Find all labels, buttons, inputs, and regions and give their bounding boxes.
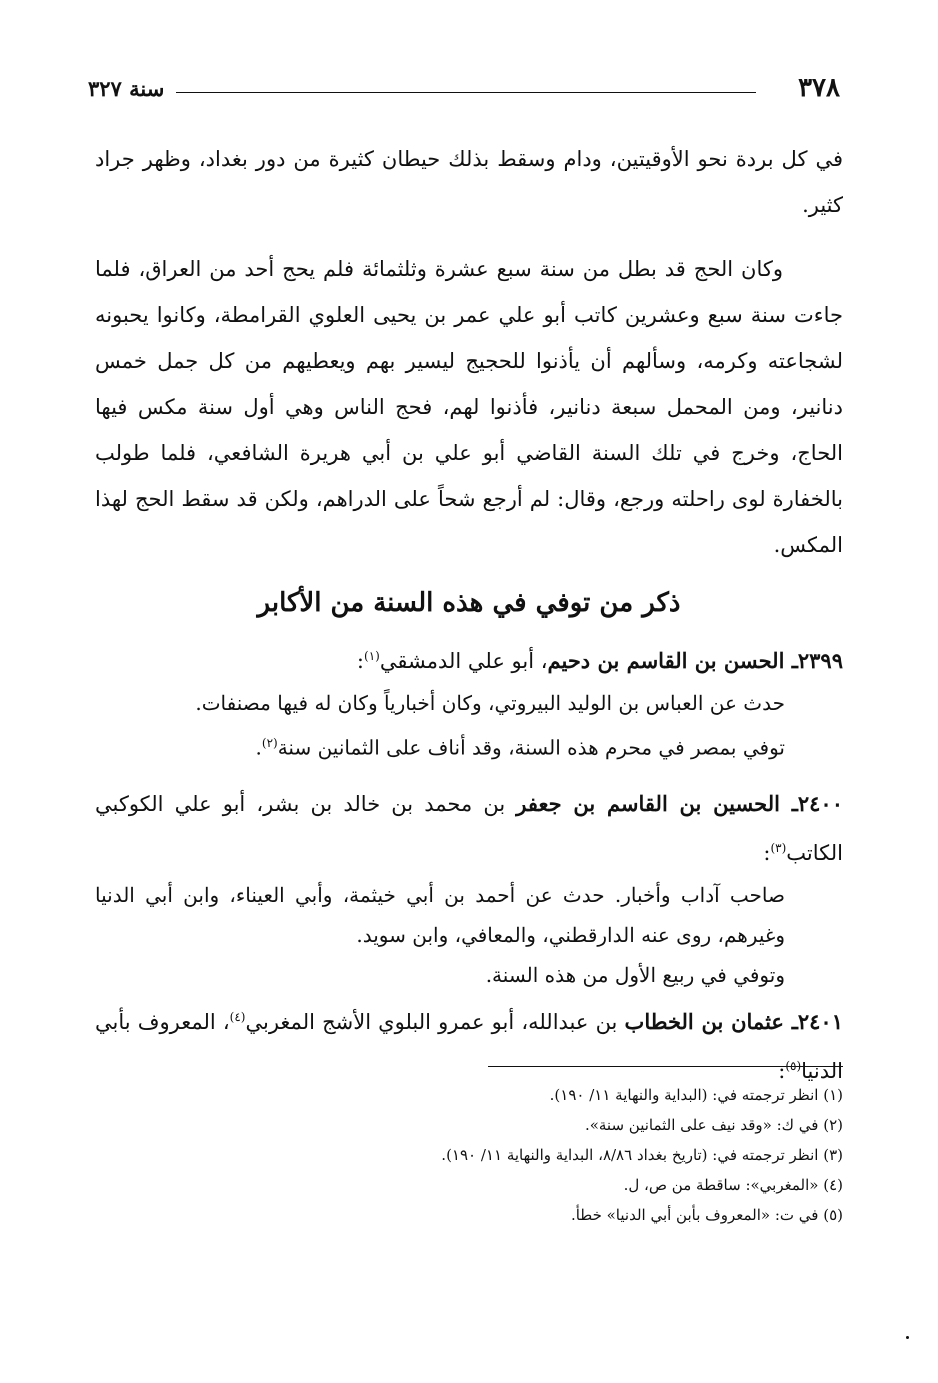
entry-punctuation: :: [778, 1058, 786, 1083]
paragraph: [95, 136, 843, 228]
footnote: (١) انظر ترجمته في: (البداية والنهاية ١١/ ١٩٠).: [549, 1086, 843, 1104]
running-head: سنة ٣٢٧: [88, 76, 165, 101]
footnote-marker: (٥): [785, 1058, 802, 1073]
entry-text-line: توفي بمصر في محرم هذه السنة، وقد أناف على الثمانين سنة: [277, 735, 785, 760]
entry-text: صاحب آداب وأخبار. حدث عن أحمد بن أبي خيثمة، وأبي العيناء، وابن أبي الدنيا وغيرهم، روى عنه الدارقطني، والمعافي، وابن سويد.: [95, 882, 785, 947]
entry-punctuation: :: [763, 840, 771, 865]
footnote-marker: (١): [364, 649, 380, 663]
entry-name: ـ الحسن بن القاسم بن دحيم: [547, 648, 798, 673]
entry-punctuation: .: [255, 735, 262, 760]
section-heading: ذكر من توفي في هذه السنة من الأكابر: [257, 588, 681, 618]
page-number: ٣٧٨: [798, 73, 840, 103]
entry-text: حدث عن العباس بن الوليد البيروتي، وكان أخبارياً وكان له فيها مصنفات.: [195, 691, 785, 715]
footnote: (٥) في ت: «المعروف بأبن أبي الدنيا» خطأ.: [570, 1206, 843, 1224]
footnote: (٢) في ك: «وقد نيف على الثمانين سنة».: [584, 1116, 843, 1134]
entry-number: ٢٣٩٩: [797, 648, 843, 673]
footnote-rule: [488, 1066, 843, 1067]
biography-entry-heading: [95, 634, 843, 683]
entry-name-rest: بن عبدالله، أبو عمرو البلوي الأشج المغربي: [245, 1009, 625, 1034]
biography-entry-heading: [95, 782, 843, 875]
page-header: [88, 70, 840, 106]
print-speck: [906, 1336, 909, 1339]
entry-name: ـ الحسين بن القاسم بن جعفر: [516, 790, 798, 816]
footnote-marker: (٢): [261, 736, 278, 750]
biography-entry-heading: [95, 995, 843, 1093]
entry-number: ٢٤٠١: [797, 1008, 843, 1034]
entry-name-rest: ، أبو علي الدمشقي: [379, 649, 548, 673]
footnote-marker: (٣): [770, 840, 787, 855]
footnote-marker: (٤): [229, 1009, 246, 1024]
entry-text: وتوفي في ربيع الأول من هذه السنة.: [485, 962, 785, 987]
paragraph: وكان الحج قد بطل من سنة سبع عشرة وثلثمائة فلم يحج أحد من العراق، فلما جاءت سنة سبع وعشرين كاتب أبو علي عمر بن يحيى العلوي القرامطة، وكانوا يحبونه لشجاعته وكرمه، وسألهم أن يأذنوا للحجيج ليسير بهم ويعطيهم من كل جمل خمس دنانير، ومن المحمل سبعة دنانير، فأذنوا لهم، فحج الناس وهي أول سنة مكس فيها الحاج، وخرج في تلك السنة القاضي أبو علي بن أبي هريرة الشافعي، فلما طولب بالخفارة لوى راحلته ورجع، وقال: لم أرجع شحاً على الدراهم، ولكن قد سقط الحج لهذا المكس.: [95, 257, 843, 557]
entry-number: ٢٤٠٠: [797, 790, 843, 816]
entry-punctuation: :: [356, 649, 364, 673]
header-rule: [176, 92, 756, 93]
entry-name: ـ عثمان بن الخطاب: [624, 1008, 798, 1034]
paragraph-text: كثير.: [802, 193, 843, 217]
entry-text: [151, 723, 785, 768]
footnote: (٣) انظر ترجمته في: (تاريخ بغداد ٨/٨٦، البداية والنهاية ١١/ ١٩٠).: [441, 1146, 843, 1164]
main-text: [95, 136, 843, 1093]
footnotes: [95, 1080, 843, 1230]
footnote: (٤) «المغربي»: ساقطة من ص، ل.: [623, 1176, 843, 1194]
paragraph-text: في كل بردة نحو الأوقيتين، ودام وسقط بذلك حيطان كثيرة من دور بغداد، وظهر جراد: [95, 147, 843, 171]
entry-name-rest: بن محمد بن خالد بن بشر، أبو علي الكوكبي الكاتب: [95, 791, 843, 865]
entry-name-rest: ، المعروف بأبي الدنيا: [95, 1009, 843, 1083]
